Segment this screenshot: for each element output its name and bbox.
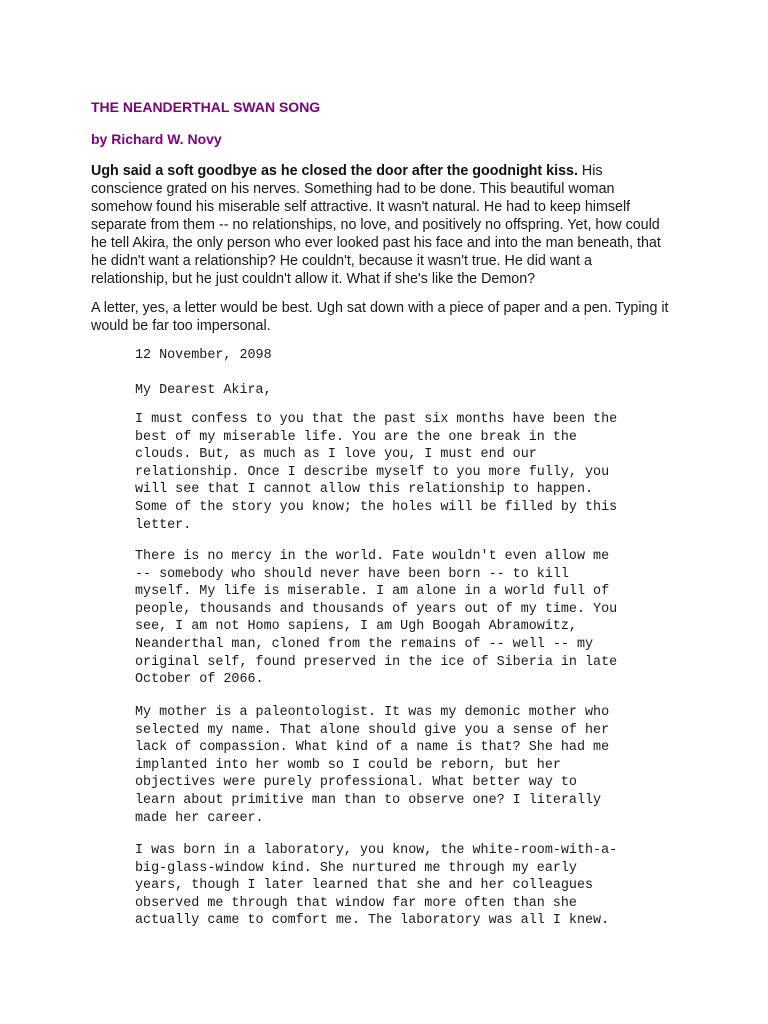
- letter-paragraph: There is no mercy in the world. Fate wouldn't even allow me -- somebody who should never have been born -- to kill myself. My life is miserable. I am alone in a world full of people, thousands and thousands of years out of my time. You see, I am not Homo sapiens, I am Ugh Boogah Abramowitz, Neanderthal man, cloned from the remains of -- well -- my original self, found preserved in the ice of Siberia in late October of 2066.: [135, 549, 618, 688]
- letter-intro-paragraph: A letter, yes, a letter would be best. Ugh sat down with a piece of paper and a pen. Typing it would be far too impersonal.: [91, 300, 669, 334]
- intro-lead-sentence: Ugh said a soft goodbye as he closed the door after the goodnight kiss.: [91, 163, 578, 179]
- intro-paragraph: [91, 162, 671, 288]
- story-title: THE NEANDERTHAL SWAN SONG: [91, 99, 321, 115]
- letter-paragraph: I must confess to you that the past six months have been the best of my miserable life. You are the one break in the clouds. But, as much as I love you, I must end our relationship. Once I describe myself to you more fully, you will see that I cannot allow this relationship to happen. Some of the story you know; the holes will be filled by this letter.: [135, 412, 618, 533]
- intro-body-text: His conscience grated on his nerves. Something had to be done. This beautiful woman somehow found his miserable self attractive. It wasn't natural. He had to keep himself separate from them -- no relationships, no love, and positively no offspring. Yet, how could he tell Akira, the only person who ever looked past his face and into the man beneath, that he didn't want a relationship? He couldn't, because it wasn't true. He did want a relationship, but he just couldn't allow it. What if she's like the Demon?: [91, 163, 661, 287]
- letter-date: 12 November, 2098: [135, 348, 272, 363]
- letter-paragraph: My mother is a paleontologist. It was my demonic mother who selected my name. That alone should give you a sense of her lack of compassion. What kind of a name is that? She had me implanted into her womb so I could be reborn, but her objectives were purely professional. What better way to learn about primitive man than to observe one? I literally made her career.: [135, 705, 610, 826]
- author-byline: by Richard W. Novy: [91, 131, 222, 147]
- letter-salutation: My Dearest Akira,: [135, 383, 272, 398]
- letter-paragraph: I was born in a laboratory, you know, the white-room-with-a- big-glass-window kind. She nurtured me through my early years, though I later learned that she and her colleagues observed me through that window far more often than she actually came to comfort me. The laboratory was all I knew.: [135, 843, 618, 929]
